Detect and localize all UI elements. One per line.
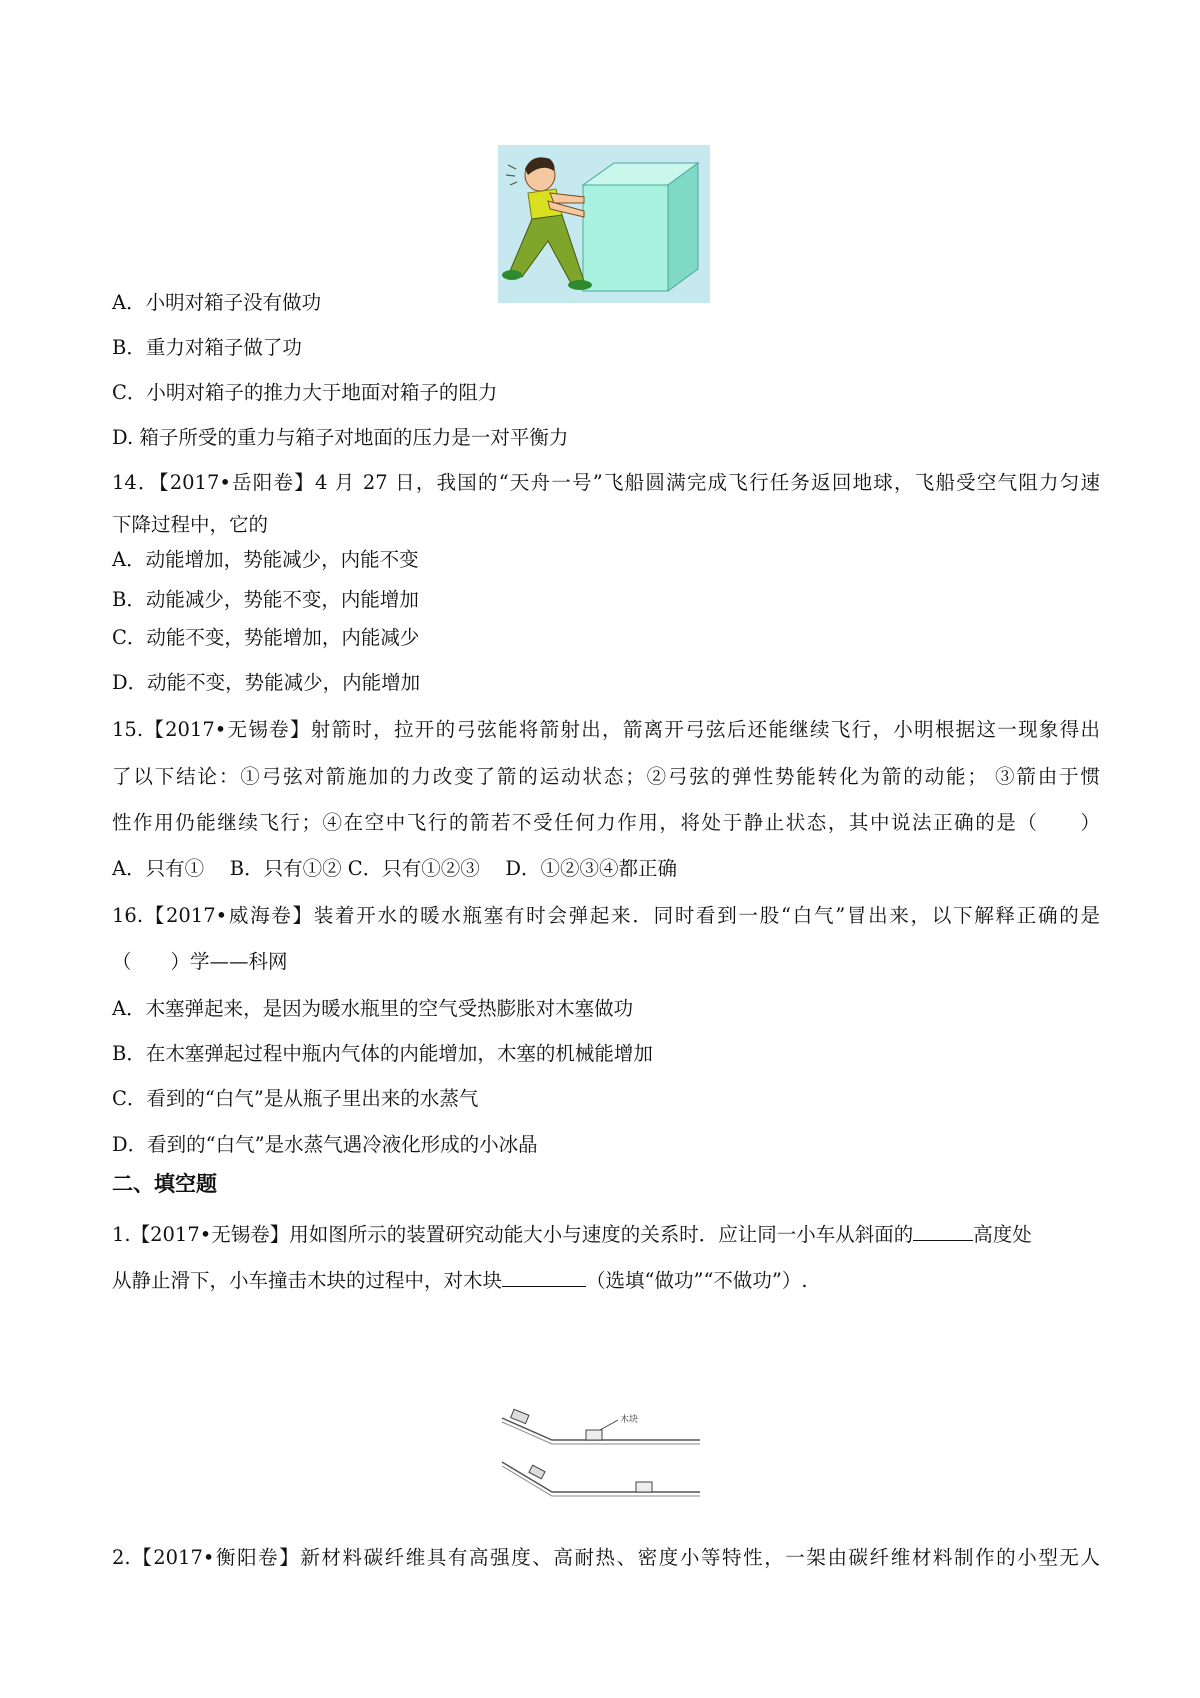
section-title-fill-in: 二、填空题 — [112, 1171, 217, 1196]
q13-option-d: D. 箱子所受的重力与箱子对地面的压力是一对平衡力 — [112, 426, 569, 449]
q15-stem-line1: 15.【2017•无锡卷】射箭时，拉开的弓弦能将箭射出，箭离开弓弦后还能继续飞行，小明根据这一现象得出 — [112, 718, 1100, 741]
q16-option-b: B．在木塞弹起过程中瓶内气体的内能增加，木塞的机械能增加 — [112, 1042, 653, 1065]
fill1-text-b: 高度处 — [973, 1223, 1032, 1246]
q15-options: A．只有① B．只有①② C．只有①②③ D．①②③④都正确 — [112, 857, 678, 880]
q13-option-c: C．小明对箱子的推力大于地面对箱子的阻力 — [112, 381, 498, 404]
q14-stem-line2: 下降过程中，它的 — [112, 513, 269, 536]
fill1-text-c: 从静止滑下，小车撞击木块的过程中，对木块 — [112, 1269, 503, 1292]
fill1-text-d: （选填“做功”“不做功”）. — [586, 1269, 808, 1292]
fill1-stem-line1 — [112, 1222, 1032, 1247]
q16-option-d: D．看到的“白气”是水蒸气遇冷液化形成的小冰晶 — [112, 1133, 538, 1156]
fill1-blank-2[interactable] — [502, 1268, 586, 1287]
q16-option-a: A．木塞弹起来，是因为暖水瓶里的空气受热膨胀对木塞做功 — [112, 997, 634, 1020]
q16-option-c: C．看到的“白气”是从瓶子里出来的水蒸气 — [112, 1087, 479, 1110]
q15-stem-line2: 了以下结论：①弓弦对箭施加的力改变了箭的运动状态；②弓弦的弹性势能转化为箭的动能； ③箭由于惯 — [112, 765, 1100, 788]
q14-option-c: C．动能不变，势能增加，内能减少 — [112, 626, 420, 649]
fill1-text-a: 1.【2017•无锡卷】用如图所示的装置研究动能大小与速度的关系时．应让同一小车从斜面的 — [112, 1223, 914, 1246]
q14-option-a: A．动能增加，势能减少，内能不变 — [112, 548, 419, 571]
q13-option-a: A．小明对箱子没有做功 — [112, 291, 322, 314]
q16-stem-line2: （ ）学——科网 — [112, 950, 288, 973]
figure-label-block: 木块 — [620, 1415, 639, 1425]
q16-stem-line1: 16.【2017•威海卷】装着开水的暖水瓶塞有时会弹起来．同时看到一股“白气”冒出来，以下解释正确的是 — [112, 904, 1100, 927]
fill2-stem-line1: 2.【2017•衡阳卷】新材料碳纤维具有高强度、高耐热、密度小等特性，一架由碳纤维材料制作的小型无人 — [112, 1546, 1100, 1569]
q13-option-b: B．重力对箱子做了功 — [112, 336, 302, 359]
fill1-stem-line2 — [112, 1268, 808, 1293]
boy-pushing-box-illustration — [498, 145, 710, 303]
q14-stem-line1: 14．【2017•岳阳卷】4 月 27 日，我国的“天舟一号”飞船圆满完成飞行任务返回地球，飞船受空气阻力匀速 — [112, 471, 1100, 494]
ramp-cart-apparatus-figure — [500, 1408, 708, 1508]
fill1-blank-1[interactable] — [913, 1222, 973, 1241]
q15-stem-line3: 性作用仍能继续飞行；④在空中飞行的箭若不受任何力作用，将处于静止状态，其中说法正确的是（ ） — [112, 811, 1100, 834]
q14-option-d: D．动能不变，势能减少，内能增加 — [112, 671, 421, 694]
q14-option-b: B．动能减少，势能不变，内能增加 — [112, 588, 419, 611]
